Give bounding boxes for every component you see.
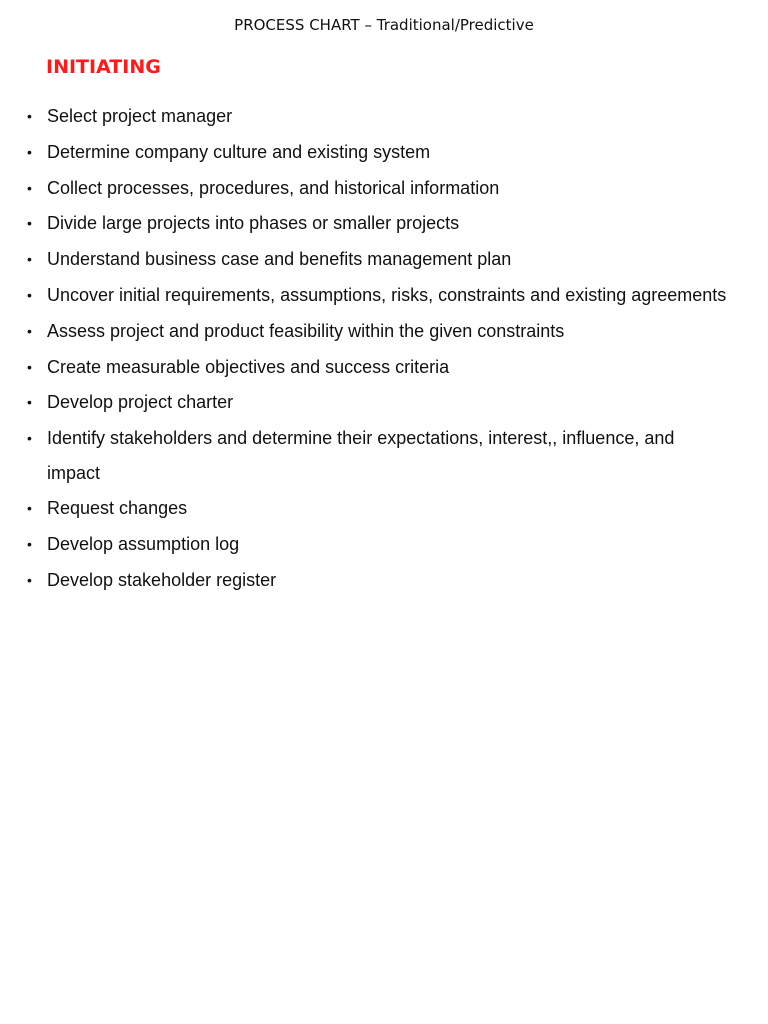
list-item-text: Divide large projects into phases or smaller projects <box>47 213 460 234</box>
list-item-text: Identify stakeholders and determine their expectations, interest,, influence, and impact <box>47 428 675 483</box>
list-item <box>27 278 727 313</box>
bullet-icon: • <box>27 143 32 160</box>
list-item-text: Select project manager <box>47 106 233 126</box>
list-item-text: Request changes <box>47 498 188 519</box>
bullet-icon: • <box>27 536 32 553</box>
bullet-icon: • <box>27 394 32 411</box>
list-item <box>27 242 727 277</box>
bullet-icon: • <box>27 179 32 196</box>
list-item-text: Develop assumption log <box>47 534 240 555</box>
initiating-bullet-list <box>27 99 727 599</box>
bullet-icon: • <box>27 322 32 339</box>
section-heading-initiating: INITIATING <box>46 56 161 78</box>
list-item-text: Determine company culture and existing system <box>47 141 431 162</box>
list-item <box>27 385 727 420</box>
list-item <box>27 491 727 526</box>
list-item-text: Develop stakeholder register <box>47 570 277 591</box>
page-title: PROCESS CHART – Traditional/Predictive <box>234 16 534 34</box>
list-item <box>27 99 727 134</box>
bullet-icon: • <box>27 430 32 447</box>
list-item-text: Understand business case and benefits management plan <box>47 249 512 270</box>
list-item-text: Develop project charter <box>47 392 234 413</box>
list-item-text: Uncover initial requirements, assumptions, risks, constraints and existing agreements <box>47 284 727 305</box>
list-item-text: Create measurable objectives and success criteria <box>47 356 450 377</box>
list-item <box>27 206 727 241</box>
list-item <box>27 421 727 490</box>
bullet-icon: • <box>27 358 32 375</box>
bullet-icon: • <box>27 286 32 303</box>
bullet-icon: • <box>27 215 32 232</box>
list-item <box>27 350 727 385</box>
list-item <box>27 314 727 349</box>
bullet-icon: • <box>27 572 32 589</box>
list-item <box>27 171 727 206</box>
bullet-icon: • <box>27 500 32 517</box>
list-item <box>27 135 727 170</box>
list-item <box>27 563 727 598</box>
list-item-text: Collect processes, procedures, and historical information <box>47 177 500 198</box>
list-item <box>27 527 727 562</box>
bullet-icon: • <box>27 251 32 268</box>
bullet-icon: • <box>27 108 32 124</box>
list-item-text: Assess project and product feasibility within the given constraints <box>47 320 565 341</box>
